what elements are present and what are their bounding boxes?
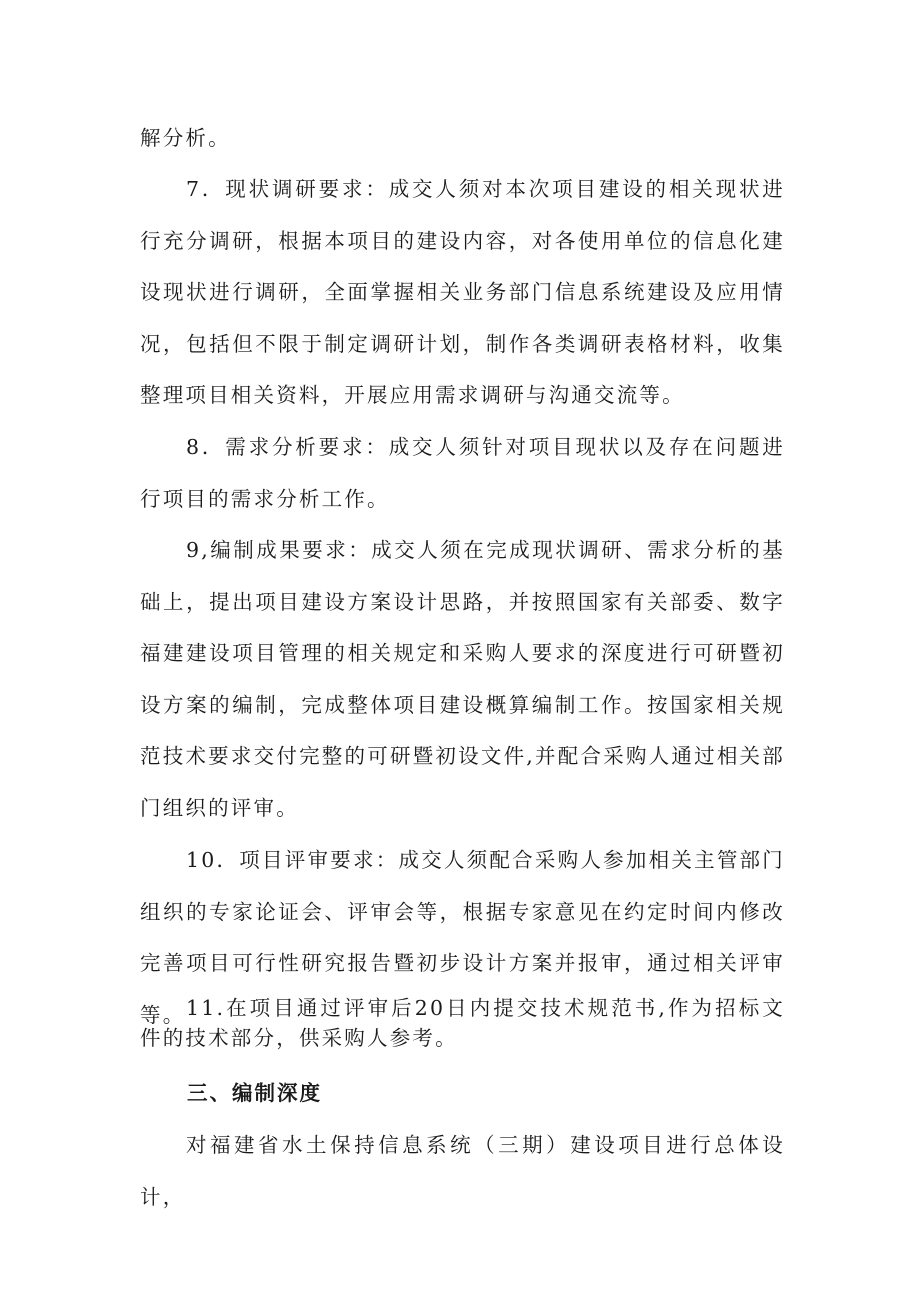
paragraph-item-10-project-review: 10．项目评审要求：成交人须配合采购人参加相关主管部门组织的专家论证会、评审会等，根据专家意见在约定时间内修改完善项目可行性研究报告暨初步设计方案并报审，通过相关评审等。 [140, 848, 785, 1027]
paragraph-overall-design: 对福建省水土保持信息系统（三期）建设项目进行总体设计， [140, 1133, 785, 1209]
paragraph-item-7-status-survey: 7．现状调研要求：成交人须对本次项目建设的相关现状进行充分调研，根据本项目的建设内容，对各使用单位的信息化建设现状进行调研，全面掌握相关业务部门信息系统建设及应用情况，包括但不限于制定调研计划，制作各类调研表格材料，收集整理项目相关资料，开展应用需求调研与沟通交流等。 [140, 177, 785, 407]
paragraph-item-11-technical-spec: 11.在项目通过评审后20日内提交技术规范书,作为招标文件的技术部分，供采购人参考。 [140, 996, 785, 1050]
paragraph-item-8-requirement-analysis: 8．需求分析要求：成交人须针对项目现状以及存在问题进行项目的需求分析工作。 [140, 435, 785, 511]
paragraph-continuation: 解分析。 [140, 126, 231, 150]
section-heading: 三、编制深度 [187, 1081, 322, 1105]
paragraph-item-9-deliverables: 9,编制成果要求：成交人须在完成现状调研、需求分析的基础上，提出项目建设方案设计思路，并按照国家有关部委、数字福建建设项目管理的相关规定和采购人要求的深度进行可研暨初设方案的编制，完成整体项目建设概算编制工作。按国家相关规范技术要求交付完整的可研暨初设文件,并配合采购人通过相关部门组织的评审。 [140, 538, 785, 820]
